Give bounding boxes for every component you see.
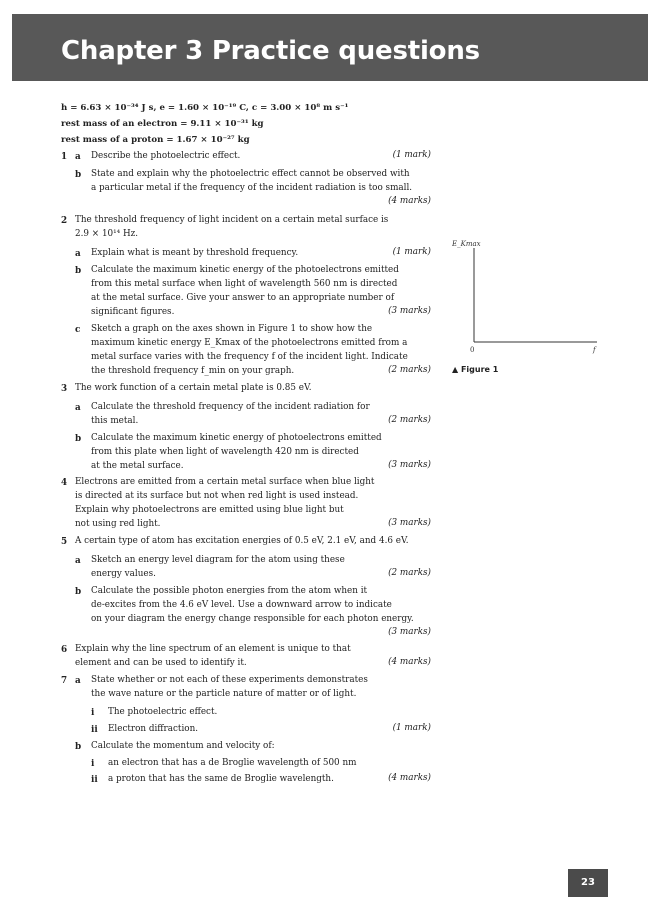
constants-line-3: rest mass of a proton = 1.67 × 10⁻²⁷ kg (61, 135, 250, 145)
q6-number: 6 (61, 645, 68, 655)
q7a-label: a (75, 676, 81, 686)
q7bii-text: a proton that has the same de Broglie wavelength. (108, 774, 334, 784)
q7ai-label: i (91, 708, 95, 718)
q7b-marks: (4 marks) (388, 773, 431, 783)
q1-number: 1 (61, 152, 68, 162)
q3a-line-2: this metal. (91, 416, 139, 426)
figure-1-svg (452, 236, 612, 366)
q5a-label: a (75, 556, 81, 566)
q5a-line-1: Sketch an energy level diagram for the atom using these (91, 555, 345, 565)
q2-stem-2: 2.9 × 10¹⁴ Hz. (75, 229, 139, 239)
chapter-header (12, 14, 648, 81)
q2c-marks: (2 marks) (388, 365, 431, 375)
q7a-line-1: State whether or not each of these experiments demonstrates (91, 675, 368, 685)
q2c-line-2: maximum kinetic energy E_Kmax of the photoelectrons emitted from a (91, 338, 408, 348)
origin-label: 0 (470, 346, 475, 354)
q2a-text: Explain what is meant by threshold frequency. (91, 248, 299, 258)
q1a-label: a (75, 152, 81, 162)
q7ai-text: The photoelectric effect. (108, 707, 218, 717)
q5-number: 5 (61, 537, 68, 547)
q2b-marks: (3 marks) (388, 306, 431, 316)
q5b-label: b (75, 587, 82, 597)
q7aii-text: Electron diffraction. (108, 724, 199, 734)
q1b-line-1: State and explain why the photoelectric effect cannot be observed with (91, 169, 410, 179)
page-number: 23 (568, 869, 608, 897)
q3a-marks: (2 marks) (388, 415, 431, 425)
q3-stem: The work function of a certain metal plate is 0.85 eV. (75, 383, 312, 393)
q3-number: 3 (61, 384, 68, 394)
q4-line-2: is directed at its surface but not when red light is used instead. (75, 491, 359, 501)
q1b-marks: (4 marks) (388, 196, 431, 206)
q2a-label: a (75, 249, 81, 259)
q1a-text: Describe the photoelectric effect. (91, 151, 241, 161)
q3b-line-1: Calculate the maximum kinetic energy of photoelectrons emitted (91, 433, 382, 443)
q6-marks: (4 marks) (388, 657, 431, 667)
constants-line-1: h = 6.63 × 10⁻³⁴ J s, e = 1.60 × 10⁻¹⁹ C, c = 3.00 × 10⁸ m s⁻¹ (61, 103, 349, 113)
q5-stem: A certain type of atom has excitation energies of 0.5 eV, 2.1 eV, and 4.6 eV. (75, 536, 409, 546)
q5b-line-3: on your diagram the energy change responsible for each photon energy. (91, 614, 414, 624)
q2c-label: c (75, 325, 81, 335)
q4-line-4: not using red light. (75, 519, 161, 529)
q6-line-2: element and can be used to identify it. (75, 658, 247, 668)
q2a-marks: (1 mark) (392, 247, 431, 257)
q7a-marks: (1 mark) (392, 723, 431, 733)
q5b-line-1: Calculate the possible photon energies from the atom when it (91, 586, 368, 596)
q5a-line-2: energy values. (91, 569, 156, 579)
q5a-marks: (2 marks) (388, 568, 431, 578)
q4-number: 4 (61, 478, 68, 488)
q2-stem-1: The threshold frequency of light incident on a certain metal surface is (75, 215, 389, 225)
constants-line-2: rest mass of an electron = 9.11 × 10⁻³¹ kg (61, 119, 264, 129)
q2c-line-4: the threshold frequency f_min on your graph. (91, 366, 295, 376)
q4-line-3: Explain why photoelectrons are emitted using blue light but (75, 505, 344, 515)
q3b-line-3: at the metal surface. (91, 461, 184, 471)
q4-line-1: Electrons are emitted from a certain metal surface when blue light (75, 477, 375, 487)
q7b-text: Calculate the momentum and velocity of: (91, 741, 275, 751)
q2b-line-3: at the metal surface. Give your answer to an appropriate number of (91, 293, 395, 303)
q2b-label: b (75, 266, 82, 276)
figure-1-caption: ▲ Figure 1 (452, 365, 499, 374)
page-title: Chapter 3 Practice questions (61, 36, 480, 66)
q1b-label: b (75, 170, 82, 180)
q1b-line-2: a particular metal if the frequency of the incident radiation is too small. (91, 183, 413, 193)
q3b-label: b (75, 434, 82, 444)
q3a-label: a (75, 403, 81, 413)
q1a-marks: (1 mark) (392, 150, 431, 160)
q7aii-label: ii (91, 725, 98, 735)
q5b-marks: (3 marks) (388, 627, 431, 637)
q3b-line-2: from this plate when light of wavelength 420 nm is directed (91, 447, 359, 457)
q7bi-label: i (91, 759, 95, 769)
q3a-line-1: Calculate the threshold frequency of the incident radiation for (91, 402, 370, 412)
q4-marks: (3 marks) (388, 518, 431, 528)
q7a-line-2: the wave nature or the particle nature of matter or of light. (91, 689, 357, 699)
q3b-marks: (3 marks) (388, 460, 431, 470)
q7bii-label: ii (91, 775, 98, 785)
q2b-line-1: Calculate the maximum kinetic energy of the photoelectrons emitted (91, 265, 399, 275)
q7-number: 7 (61, 676, 68, 686)
figure-1-axes (452, 236, 612, 386)
q5b-line-2: de-excites from the 4.6 eV level. Use a downward arrow to indicate (91, 600, 392, 610)
q2c-line-3: metal surface varies with the frequency f of the incident light. Indicate (91, 352, 408, 362)
q6-line-1: Explain why the line spectrum of an element is unique to that (75, 644, 351, 654)
q2-number: 2 (61, 216, 68, 226)
q7bi-text: an electron that has a de Broglie wavelength of 500 nm (108, 758, 357, 768)
constants-block (61, 100, 348, 148)
x-axis-label: f (593, 346, 596, 354)
q7b-label: b (75, 742, 82, 752)
q2b-line-4: significant figures. (91, 307, 175, 317)
y-axis-label: E_Kmax (452, 240, 481, 248)
q2b-line-2: from this metal surface when light of wavelength 560 nm is directed (91, 279, 398, 289)
q2c-line-1: Sketch a graph on the axes shown in Figure 1 to show how the (91, 324, 373, 334)
